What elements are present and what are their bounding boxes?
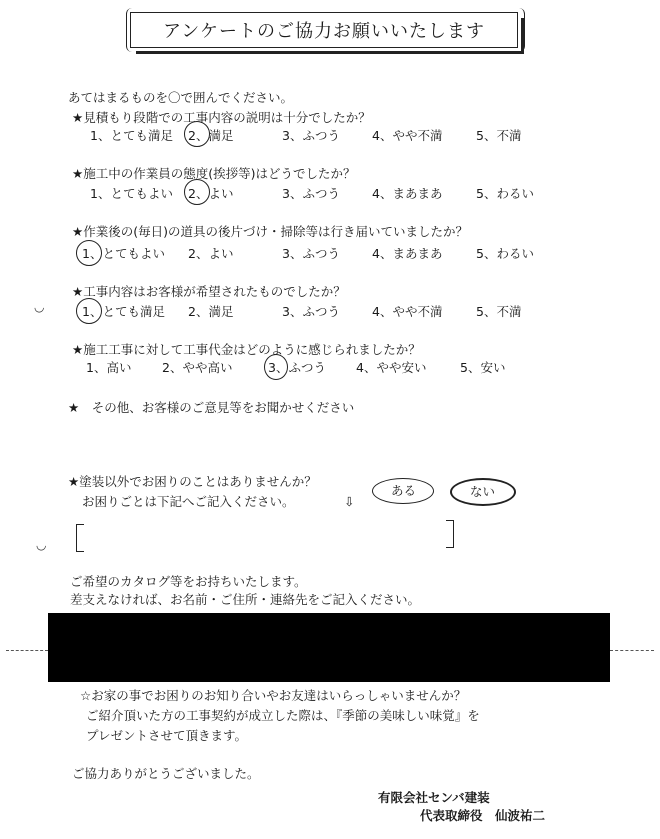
q4-option-1[interactable]: 1、とても満足 [82,304,165,319]
q3-option-3[interactable]: 3、ふつう [282,246,340,261]
question-5: ★施工工事に対して工事代金はどのように感じられましたか？ [72,342,421,357]
q3-selection-circle [76,240,102,266]
question-1: ★見積もり段階での工事内容の説明は十分でしたか？ [72,110,371,125]
q5-option-3[interactable]: 3、ふつう [268,360,326,375]
q3-option-4[interactable]: 4、まあまあ [372,246,443,261]
trouble-instruction: お困りごとは下記へご記入ください。 [82,494,295,509]
opinion-prompt: ★ その他、お客様のご意見等をお聞かせください [68,400,355,415]
referral-line-1: ☆お家の事でお困りのお知り合いやお友達はいらっしゃいませんか？ [80,688,467,703]
q1-selection-circle [184,121,210,147]
referral-line-3: プレゼントさせて頂きます。 [86,728,248,743]
title-banner [130,12,518,48]
catalog-line-1: ご希望のカタログ等をお持ちいたします。 [70,574,307,589]
referral-line-2: ご紹介頂いた方の工事契約が成立した際は、『季節の美味しい味覚』を [86,708,480,723]
question-2: ★施工中の作業員の態度(挨拶等)はどうでしたか？ [72,166,356,181]
q1-option-2[interactable]: 2、満足 [188,128,234,143]
q2-selection-circle [184,179,210,205]
q1-option-3[interactable]: 3、ふつう [282,128,340,143]
cut-line-right [610,650,654,651]
redacted-personal-info [48,613,610,682]
q5-option-2[interactable]: 2、やや高い [162,360,233,375]
down-arrow-icon: ⇩ [344,494,355,509]
q1-option-5[interactable]: 5、不満 [476,128,522,143]
q2-option-4[interactable]: 4、まあまあ [372,186,443,201]
answer-bracket-left [76,524,84,552]
q4-option-4[interactable]: 4、やや不満 [372,304,443,319]
option-yes-label[interactable]: ある [391,483,417,498]
margin-mark: ◡ [34,300,45,314]
q2-option-3[interactable]: 3、ふつう [282,186,340,201]
q5-option-1[interactable]: 1、高い [86,360,132,375]
page-title: アンケートのご協力お願いいたします [163,21,485,42]
q4-option-3[interactable]: 3、ふつう [282,304,340,319]
q2-option-2[interactable]: 2、よい [188,186,234,201]
thanks-text: ご協力ありがとうございました。 [72,766,260,781]
q1-option-4[interactable]: 4、やや不満 [372,128,443,143]
q1-option-1[interactable]: 1、とても満足 [90,128,173,143]
q4-option-2[interactable]: 2、満足 [188,304,234,319]
margin-mark: ◡ [36,538,47,552]
trouble-question: ★塗装以外でお困りのことはありませんか？ [68,474,317,489]
q2-option-5[interactable]: 5、わるい [476,186,534,201]
q5-selection-circle [264,354,288,380]
cut-line-left [6,650,48,651]
question-4: ★工事内容はお客様が希望されたものでしたか？ [72,284,346,299]
company-name: 有限会社センバ建装 [378,790,490,805]
catalog-line-2: 差支えなければ、お名前・ご住所・連絡先をご記入ください。 [70,592,421,607]
q5-option-4[interactable]: 4、やや安い [356,360,427,375]
company-representative: 代表取締役 仙波祐二 [420,808,546,823]
q3-option-5[interactable]: 5、わるい [476,246,534,261]
q5-option-5[interactable]: 5、安い [460,360,506,375]
q4-selection-circle [76,298,102,324]
option-no-label[interactable]: ない [470,484,496,499]
question-3: ★作業後の(毎日)の道具の後片づけ・掃除等は行き届いていましたか？ [72,224,468,239]
q3-option-2[interactable]: 2、よい [188,246,234,261]
answer-bracket-right [446,520,454,548]
q3-option-1[interactable]: 1、とてもよい [82,246,165,261]
q2-option-1[interactable]: 1、とてもよい [90,186,173,201]
instruction-text: あてはまるものを〇で囲んでください。 [68,90,294,105]
q4-option-5[interactable]: 5、不満 [476,304,522,319]
